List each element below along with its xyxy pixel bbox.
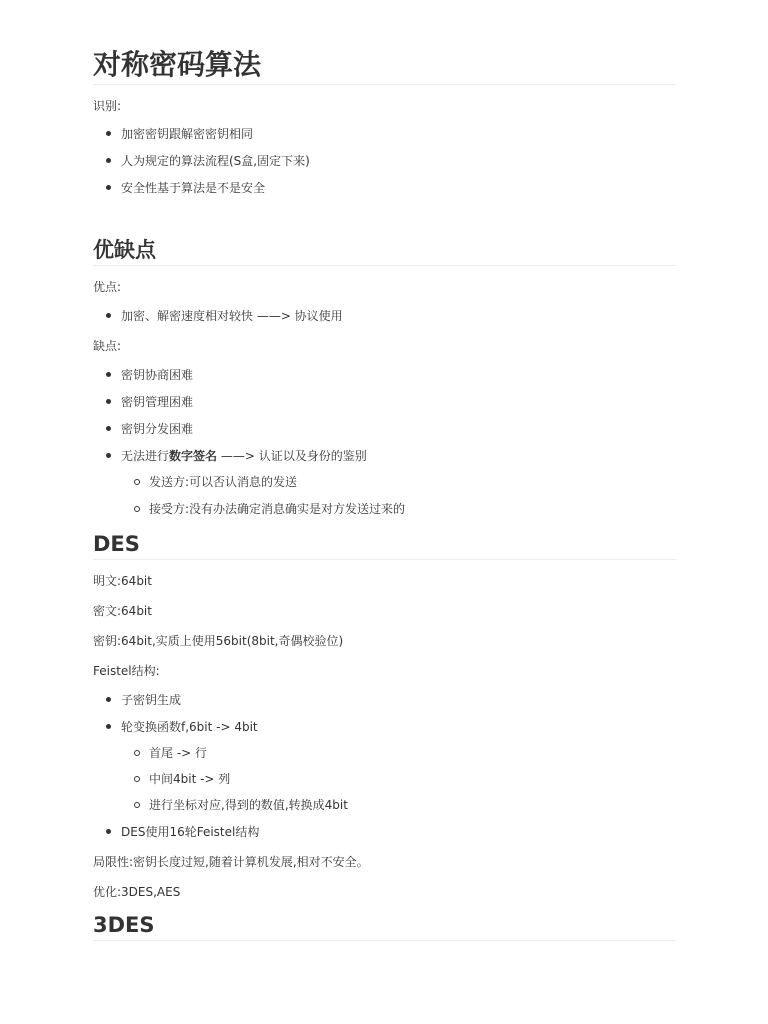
identify-label: 识别:	[93, 98, 122, 113]
list-item: 加密、解密速度相对较快 ——> 协议使用	[93, 306, 676, 326]
heading-pros-cons: 优缺点	[93, 238, 676, 266]
des-plaintext: 明文:64bit	[93, 573, 152, 588]
digital-signature-term: 数字签名	[169, 448, 218, 463]
round-function-sub-list	[121, 743, 676, 815]
pros-label: 优点:	[93, 279, 122, 294]
list-item: 加密密钥跟解密密钥相同	[93, 124, 676, 144]
sub-list-item: 中间4bit -> 列	[121, 769, 676, 789]
des-key: 密钥:64bit,实质上使用56bit(8bit,奇偶校验位)	[93, 633, 344, 648]
des-limitation: 局限性:密钥长度过短,随着计算机发展,相对不安全。	[93, 854, 369, 869]
identify-list	[93, 124, 676, 198]
sub-list-item: 发送方:可以否认消息的发送	[121, 472, 676, 492]
list-item: 密钥协商困难	[93, 365, 676, 385]
list-item: 安全性基于算法是不是安全	[93, 178, 676, 198]
document-content	[93, 48, 676, 941]
cons-label: 缺点:	[93, 338, 122, 353]
sub-list-item: 接受方:没有办法确定消息确实是对方发送过来的	[121, 499, 676, 519]
des-optimization: 优化:3DES,AES	[93, 884, 181, 899]
sub-list-item: 进行坐标对应,得到的数值,转换成4bit	[121, 795, 676, 815]
list-item	[93, 446, 676, 519]
round-function-text: 轮变换函数f,6bit -> 4bit	[121, 719, 258, 734]
heading-symmetric-cipher: 对称密码算法	[93, 48, 676, 85]
signature-sub-list	[121, 472, 676, 519]
list-item: 人为规定的算法流程(S盒,固定下来)	[93, 151, 676, 171]
heading-des: DES	[93, 532, 676, 560]
heading-3des: 3DES	[93, 913, 676, 941]
list-item: 密钥管理困难	[93, 392, 676, 412]
des-ciphertext: 密文:64bit	[93, 603, 152, 618]
pros-list	[93, 306, 676, 326]
feistel-label: Feistel结构:	[93, 663, 160, 678]
list-item: DES使用16轮Feistel结构	[93, 822, 676, 842]
list-item	[93, 717, 676, 815]
feistel-list	[93, 690, 676, 842]
cons-list	[93, 365, 676, 519]
cons-last-prefix: 无法进行	[121, 448, 170, 463]
sub-list-item: 首尾 -> 行	[121, 743, 676, 763]
list-item: 密钥分发困难	[93, 419, 676, 439]
cons-last-suffix: ——> 认证以及身份的鉴别	[217, 448, 367, 463]
list-item: 子密钥生成	[93, 690, 676, 710]
